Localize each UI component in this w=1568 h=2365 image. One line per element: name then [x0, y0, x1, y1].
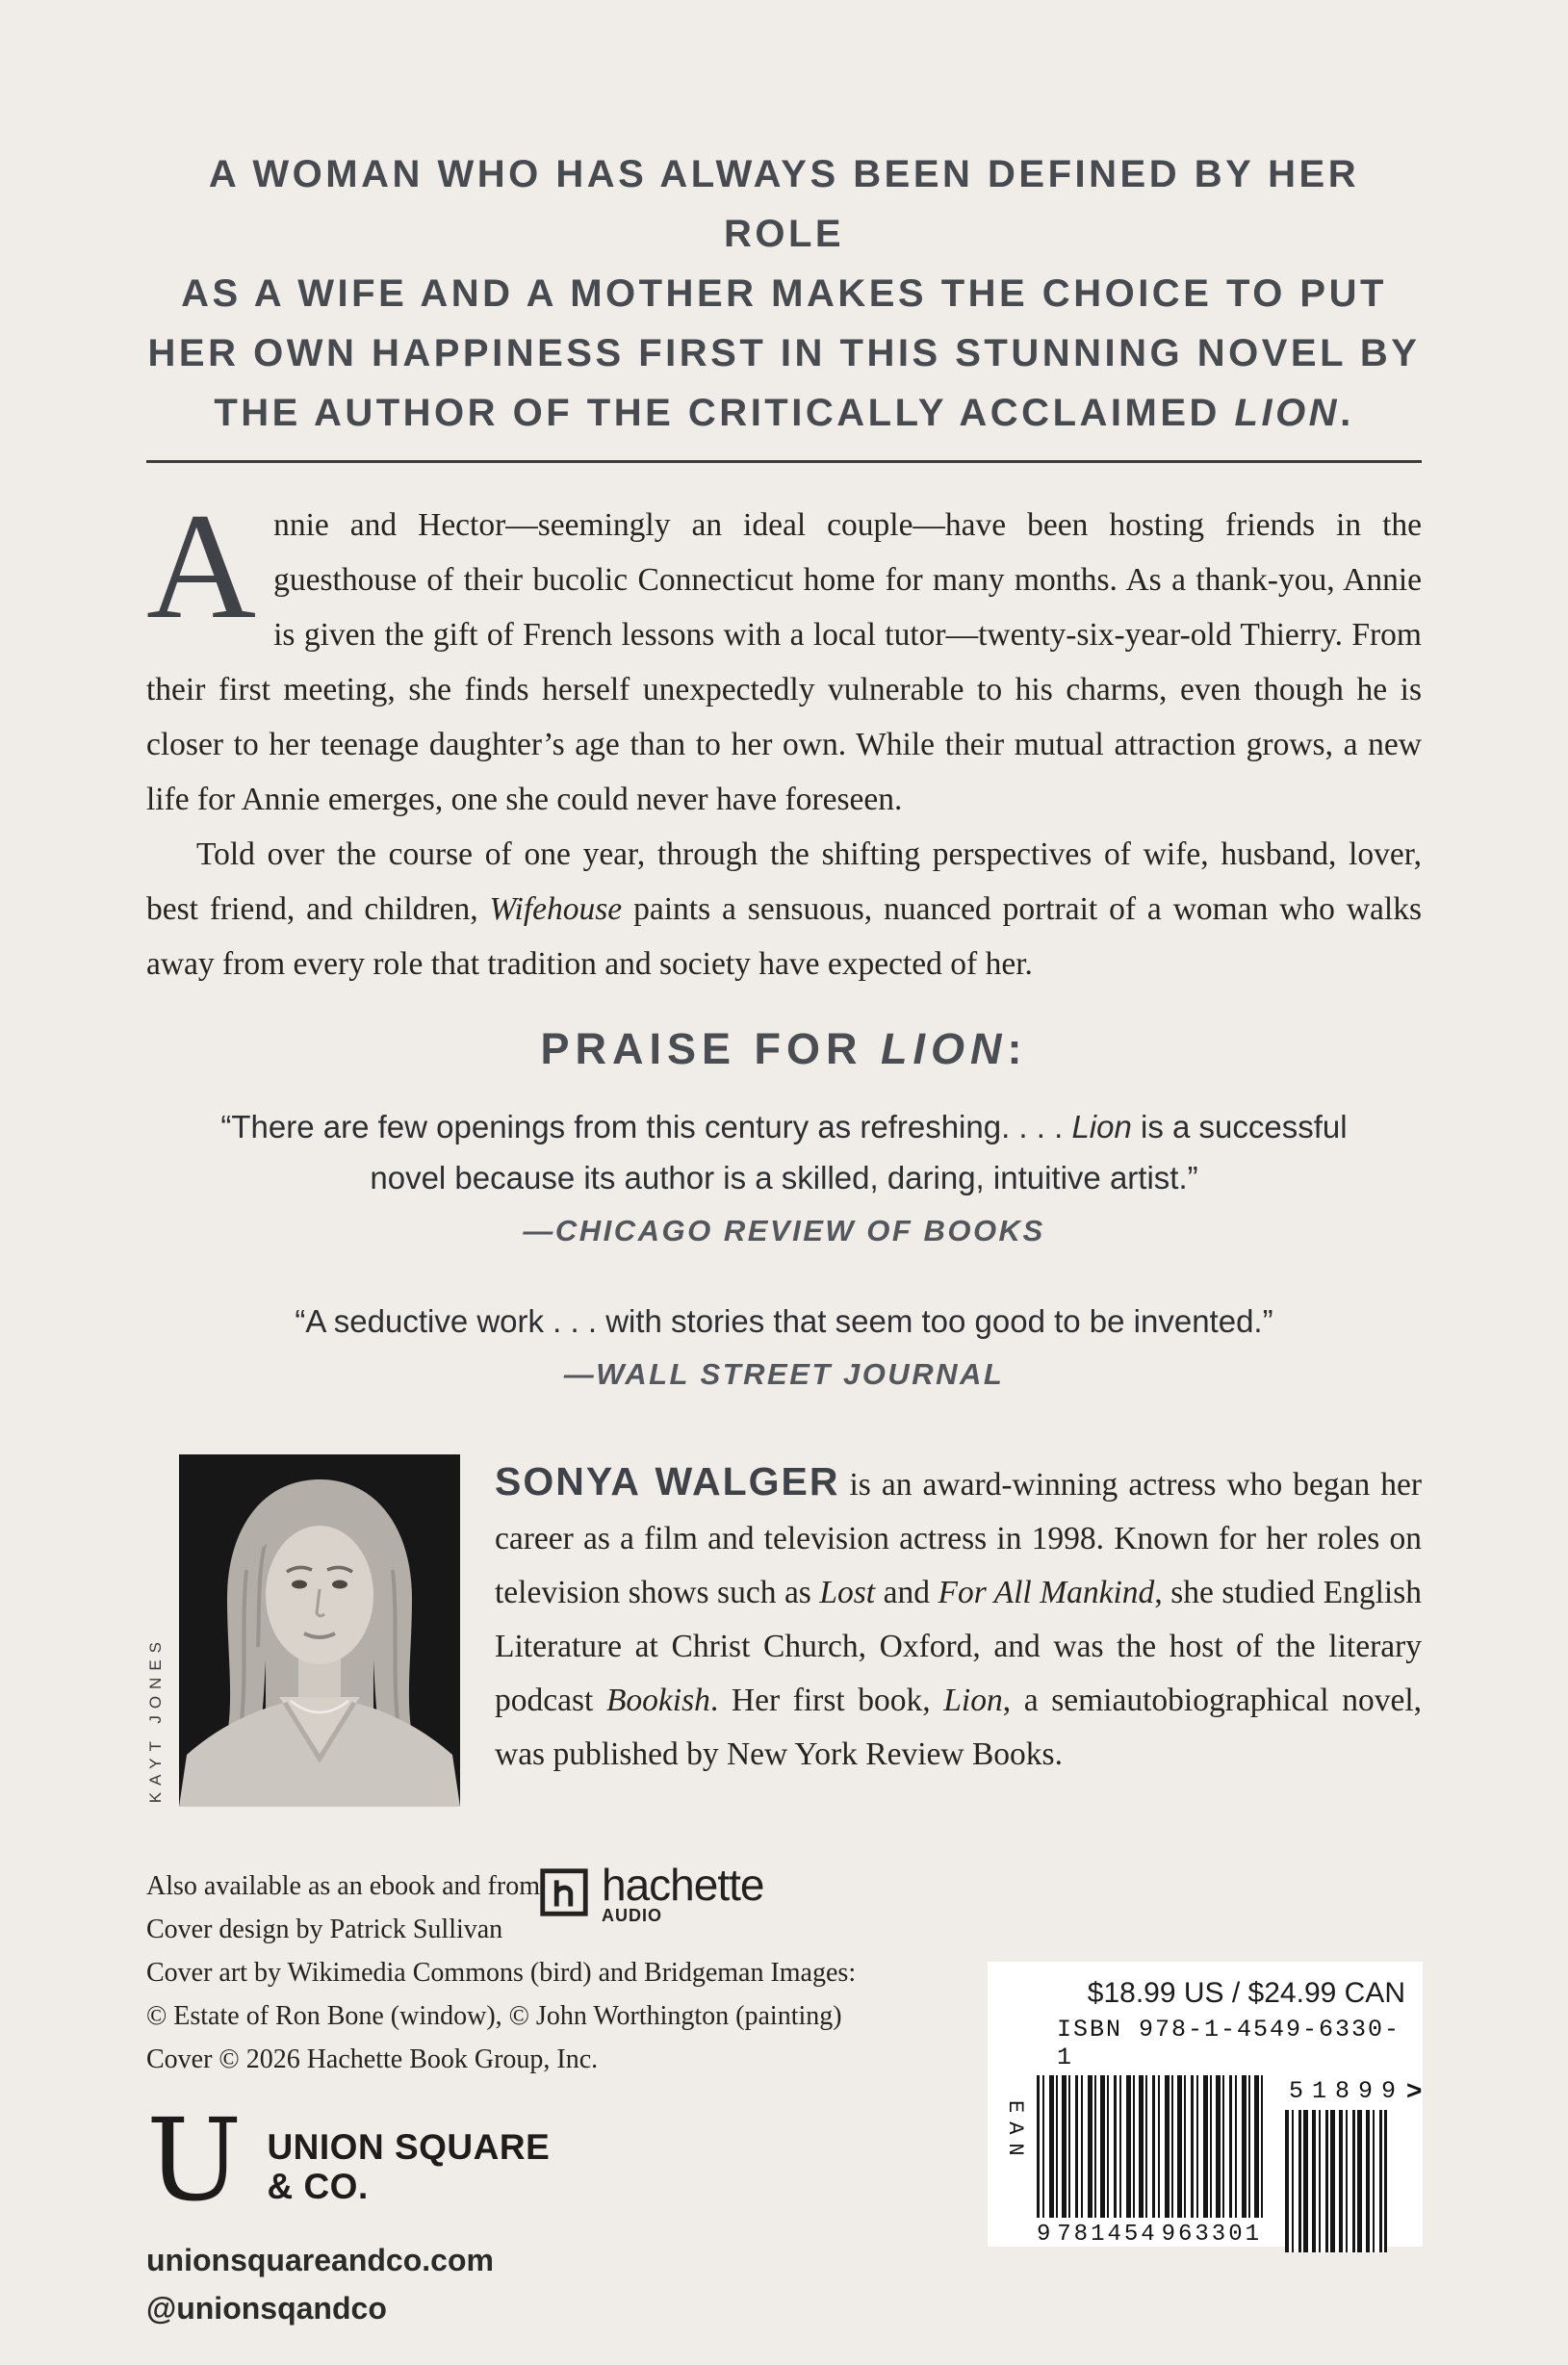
- review-quote-block: [146, 1101, 1422, 1251]
- author-photo-wrap: [146, 1454, 460, 1807]
- barcode-digit-group: 963301: [1161, 2222, 1262, 2248]
- hachette-word: hachette: [602, 1860, 764, 1910]
- author-section: [146, 1454, 1422, 1807]
- barcode-digits: [1037, 2221, 1266, 2249]
- synopsis: [146, 482, 1423, 991]
- synopsis-text: nnie and Hector—seemingly an ideal couple—have been hosting friends in the guesthouse of their bucolic Connecticut home for many months. As a thank-you, Annie is given the gift of French lessons with a local tutor—twenty-six-year-old Thierry. From their first meeting, she finds herself unexpectedly vulnerable to his charms, even though he is closer to her teenage daughter’s age than to her own. While their mutual attraction grows, a new life for Annie emerges, one she could never have foreseen.: [146, 507, 1422, 817]
- hachette-wordmark: [602, 1860, 764, 1926]
- barcode-digit-group: 9: [1037, 2222, 1054, 2248]
- price-label: $18.99 US / $24.99 CAN: [1087, 1977, 1405, 2009]
- credits-line: © Estate of Ron Bone (window), © John Worthington (painting): [146, 2001, 842, 2031]
- tagline: [146, 144, 1422, 443]
- credits-line: Cover design by Patrick Sullivan: [146, 1915, 503, 1944]
- photo-credit: KAYT JONES: [146, 1634, 165, 1803]
- drop-cap: A: [146, 482, 257, 651]
- barcode-digit-group: 781454: [1057, 2222, 1158, 2248]
- credits-line: Cover © 2026 Hachette Book Group, Inc.: [146, 2044, 599, 2074]
- ean-label: EAN: [1003, 2100, 1027, 2165]
- barcode-addon: [1285, 2110, 1387, 2252]
- tagline-line: AS A WIFE AND A MOTHER MAKES THE CHOICE TO PUT: [181, 272, 1387, 315]
- barcode-row: [1003, 2075, 1423, 2252]
- praise-section: [146, 1024, 1422, 1395]
- review-quote: “A seductive work . . . with stories that seem too good to be invented.”: [295, 1303, 1273, 1339]
- union-square-wordmark: [267, 2127, 550, 2206]
- addon-digits: 51899: [1289, 2076, 1405, 2105]
- review-attribution: —CHICAGO REVIEW OF BOOKS: [523, 1214, 1045, 1247]
- credits-line: Also available as an ebook and from: [146, 1871, 540, 1901]
- publisher-social-handle: @unionsqandco: [146, 2290, 387, 2326]
- union-square-name-line: & CO.: [267, 2167, 369, 2206]
- praise-heading: PRAISE FOR LION:: [540, 1024, 1028, 1073]
- review-attribution: —WALL STREET JOURNAL: [563, 1357, 1005, 1391]
- tagline-line: THE AUTHOR OF THE CRITICALLY ACCLAIMED LION.: [214, 392, 1354, 434]
- synopsis-paragraph: Told over the course of one year, through the shifting perspectives of wife, husband, lover, best friend, and children, Wifehouse paints a sensuous, nuanced portrait of a woman who walks away from every role that tradition and society have expected of her.: [146, 836, 1423, 982]
- author-name: SONYA WALGER: [495, 1459, 840, 1504]
- publisher-website: unionsquareandco.com: [146, 2242, 494, 2277]
- author-bio-text: is an award-winning actress who began her career as a film and television actress in 1998. Known for her roles on television shows such as Lost and For All Mankind, she studied English Literature at Christ Church, Oxford, and was the host of the literary podcast Bookish. Her first book, Lion, a semiautobiographical novel, was published by New York Review Books.: [495, 1467, 1422, 1772]
- review-quote: “There are few openings from this century as refreshing. . . . Lion is a successful novel because its author is a skilled, daring, intuitive artist.”: [220, 1109, 1348, 1195]
- hachette-audio-label: AUDIO: [602, 1906, 662, 1925]
- barcode-main: [1037, 2075, 1266, 2252]
- synopsis-paragraph: [146, 482, 1422, 827]
- divider-rule: [146, 460, 1422, 463]
- author-bio: [495, 1454, 1422, 1807]
- hachette-h-icon: [536, 1864, 592, 1920]
- union-square-name-line: UNION SQUARE: [267, 2127, 551, 2167]
- barcode-addon-label: [1285, 2075, 1423, 2106]
- hachette-audio-logo: [536, 1860, 764, 1926]
- addon-arrow-icon: >: [1406, 2075, 1423, 2105]
- tagline-line: HER OWN HAPPINESS FIRST IN THIS STUNNING NOVEL BY: [147, 332, 1421, 374]
- barcode: [1037, 2075, 1266, 2218]
- barcode-addon-wrap: [1285, 2075, 1423, 2252]
- isbn-label: ISBN 978-1-4549-6330-1: [1057, 2016, 1401, 2071]
- union-square-monogram: U: [146, 2094, 243, 2226]
- tagline-line: A WOMAN WHO HAS ALWAYS BEEN DEFINED BY HER ROLE: [208, 153, 1360, 255]
- review-quote-block: [146, 1296, 1422, 1395]
- barcode-box: [988, 1962, 1423, 2247]
- credits-line: Cover art by Wikimedia Commons (bird) and Bridgeman Images:: [146, 1958, 857, 1988]
- author-photo: [179, 1454, 460, 1807]
